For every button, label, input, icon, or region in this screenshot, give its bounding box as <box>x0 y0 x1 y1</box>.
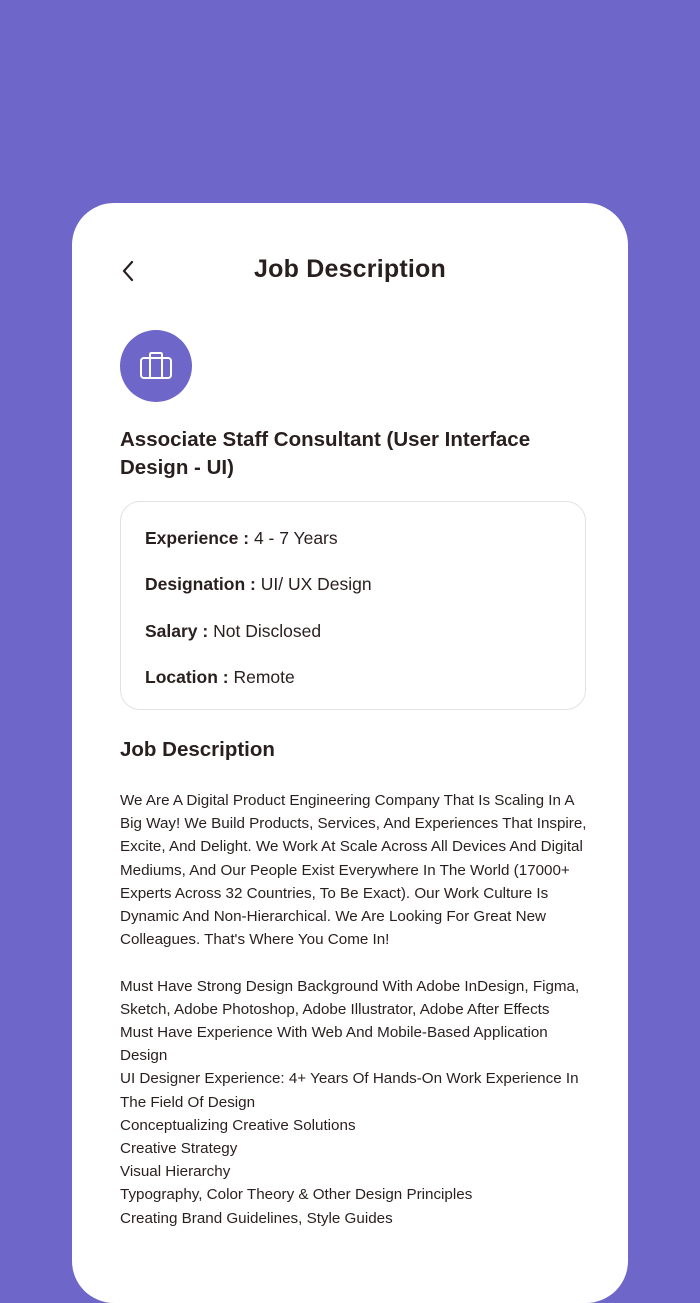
salary-value: Not Disclosed <box>213 621 322 641</box>
job-title: Associate Staff Consultant (User Interface Design - UI) <box>120 428 531 479</box>
designation-row <box>145 574 372 595</box>
job-details-box <box>120 501 586 710</box>
requirement-item: Conceptualizing Creative Solutions <box>120 1116 356 1134</box>
location-row <box>145 667 295 688</box>
experience-row <box>145 528 338 549</box>
job-detail-card <box>72 203 628 1303</box>
requirement-item: Creative Strategy <box>120 1140 238 1158</box>
job-description-body <box>120 789 596 1230</box>
designation-label: Designation : <box>145 574 256 594</box>
requirement-item: Must Have Strong Design Background With Adobe InDesign, Figma, Sketch, Adobe Photoshop, Adobe Illustrator, Adobe After Effects <box>120 977 580 1018</box>
salary-label: Salary : <box>145 621 209 641</box>
designation-value: UI/ UX Design <box>260 574 372 594</box>
requirement-item: Creating Brand Guidelines, Style Guides <box>120 1209 393 1227</box>
header <box>72 251 628 295</box>
requirement-item: Visual Hierarchy <box>120 1163 231 1181</box>
experience-label: Experience : <box>145 528 250 548</box>
location-value: Remote <box>233 667 295 687</box>
briefcase-icon <box>139 351 173 381</box>
description-intro: We Are A Digital Product Engineering Company That Is Scaling In A Big Way! We Build Products, Services, And Experiences That Inspire, Excite, And Delight. We Work At Scale Across All Devices And Digital Mediums, And Our People Exist Everywhere In The World (17000+ Experts Across 32 Countries, To Be Exact). Our Work Culture Is Dynamic And Non-Hierarchical. We Are Looking For Great New Colleagues. That's Where You Come In! <box>120 792 587 949</box>
experience-value: 4 - 7 Years <box>253 528 338 548</box>
requirement-item: Typography, Color Theory & Other Design Principles <box>120 1186 473 1204</box>
job-avatar <box>120 330 192 402</box>
description-heading: Job Description <box>120 738 275 761</box>
page-title: Job Description <box>254 255 446 283</box>
salary-row <box>145 621 321 642</box>
location-label: Location : <box>145 667 229 687</box>
requirement-item: UI Designer Experience: 4+ Years Of Hands-On Work Experience In The Field Of Design <box>120 1070 579 1111</box>
requirement-item: Must Have Experience With Web And Mobile-Based Application Design <box>120 1024 548 1065</box>
